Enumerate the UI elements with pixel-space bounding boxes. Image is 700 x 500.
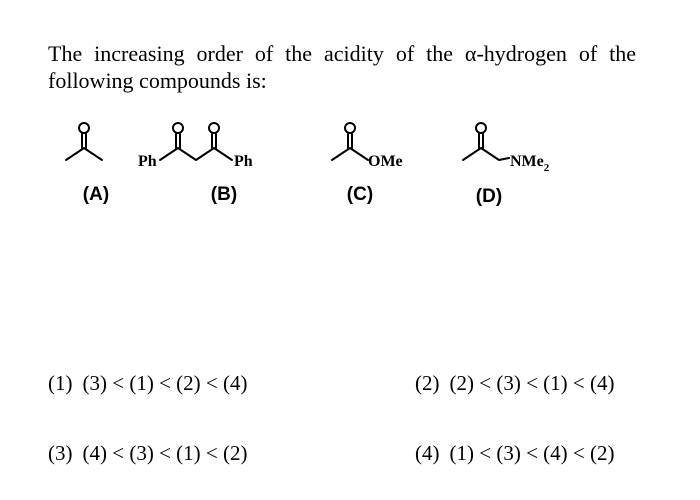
structure-c-oxygen	[345, 123, 355, 133]
option-3-text: (4) < (3) < (1) < (2)	[82, 441, 248, 465]
structure-d-nme: NMe	[510, 153, 544, 170]
structure-c-label: (C)	[346, 184, 374, 205]
structure-b-ph-left: Ph	[138, 153, 157, 170]
option-4-number: (4)	[415, 441, 440, 465]
structure-b-bonds	[160, 148, 232, 160]
structures-figure	[0, 110, 700, 220]
option-2[interactable]	[415, 371, 614, 395]
structures-svg	[0, 110, 700, 220]
structure-b-oxygen-2	[209, 123, 219, 133]
structure-b-ph-right: Ph	[234, 153, 253, 170]
option-3[interactable]	[48, 441, 247, 465]
structure-d-subscript: 2	[543, 162, 550, 174]
structure-d-bonds	[463, 148, 509, 160]
structure-b-oxygen-1	[173, 123, 183, 133]
structure-b	[138, 123, 253, 205]
structure-c-bonds	[332, 148, 368, 160]
option-4[interactable]	[415, 441, 614, 465]
structure-c-ome: OMe	[368, 153, 403, 170]
structure-b-label: (B)	[210, 184, 238, 205]
structure-a	[66, 123, 109, 205]
structure-d-nme2	[510, 153, 550, 174]
option-3-number: (3)	[48, 441, 73, 465]
structure-a-oxygen	[79, 123, 89, 133]
structure-a-label: (A)	[82, 184, 110, 205]
option-1-number: (1)	[48, 371, 73, 395]
structure-c	[332, 123, 403, 205]
structure-d-oxygen	[476, 123, 486, 133]
structure-d	[463, 123, 550, 207]
question-text: The increasing order of the acidity of the α-hydrogen of the following compounds is:	[48, 41, 636, 93]
option-1-text: (3) < (1) < (2) < (4)	[82, 371, 248, 395]
structure-d-label: (D)	[475, 186, 503, 207]
option-2-number: (2)	[415, 371, 440, 395]
option-2-text: (2) < (3) < (1) < (4)	[449, 371, 615, 395]
option-4-text: (1) < (3) < (4) < (2)	[449, 441, 615, 465]
structure-a-bonds	[66, 148, 102, 160]
option-1[interactable]	[48, 371, 247, 395]
